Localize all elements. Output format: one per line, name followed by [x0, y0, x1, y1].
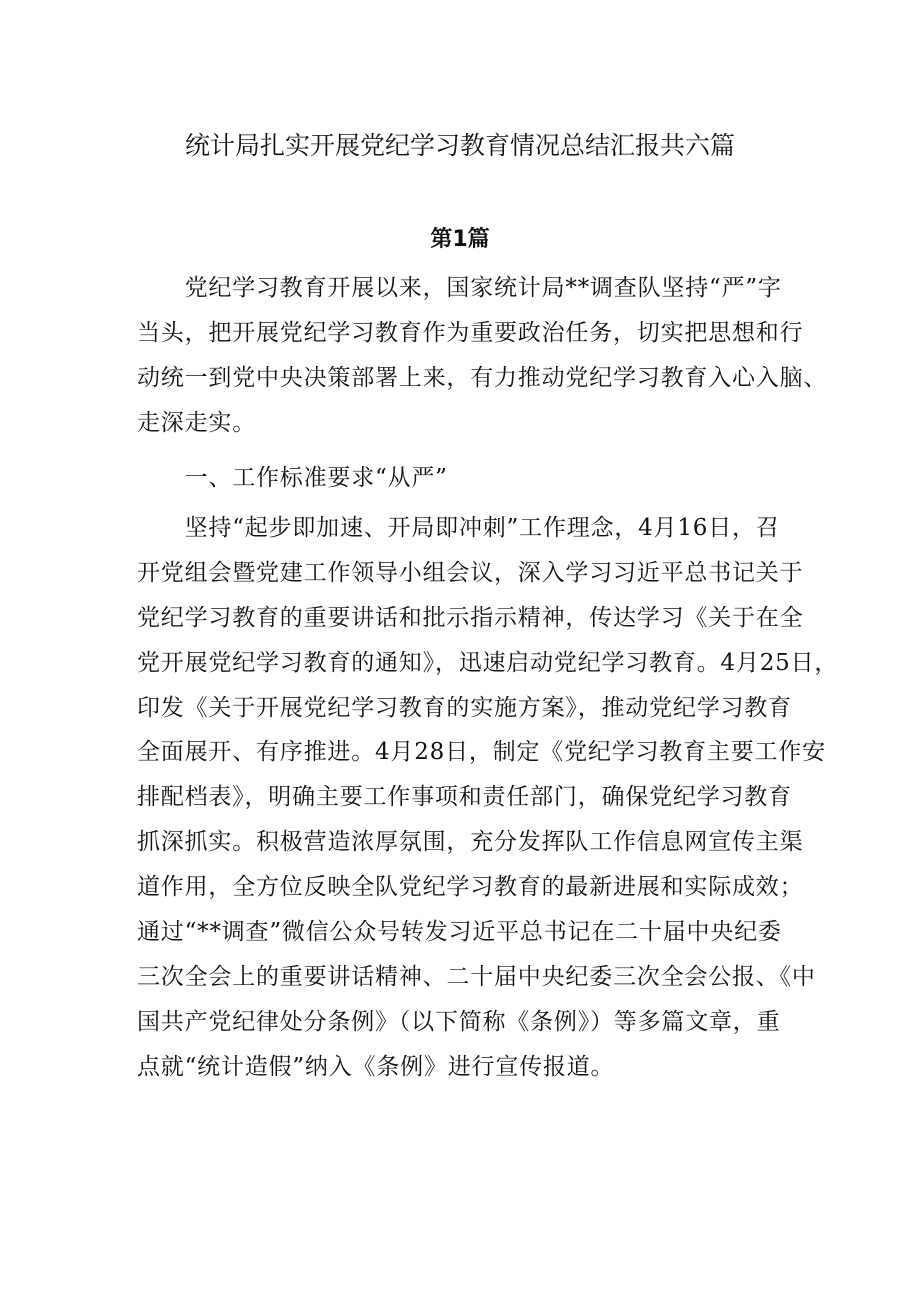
text-line: 国共产党纪律处分条例》（以下简称《条例》）等多篇文章，重 [137, 1008, 781, 1035]
text-line: 当头，把开展党纪学习教育作为重要政治任务，切实把思想和行 [137, 319, 804, 346]
text-line: 走深走实。 [137, 409, 256, 436]
text-line: 印发《关于开展党纪学习教育的实施方案》，推动党纪学习教育 [137, 694, 792, 721]
text-line: 抓深抓实。积极营造浓厚氛围，充分发挥队工作信息网宣传主渠 [137, 829, 804, 856]
document-title: 统计局扎实开展党纪学习教育情况总结汇报共六篇 [184, 131, 735, 160]
text-line: 坚持“起步即加速、开局即冲刺”工作理念，4月16日，召 [137, 515, 780, 541]
subheading-one [137, 456, 797, 501]
section-heading: 第1篇 [430, 227, 490, 252]
text-line: 排配档表》，明确主要工作事项和责任部门，确保党纪学习教育 [137, 784, 792, 811]
subheading-text: 一、工作标准要求“从严” [137, 465, 448, 491]
text-line: 三次全会上的重要讲话精神、二十届中央纪委三次全会公报、《中 [137, 963, 816, 990]
text-line: 道作用，全方位反映全队党纪学习教育的最新进展和实际成效； [137, 874, 804, 901]
text-line: 通过“**调查”微信公众号转发习近平总书记在二十届中央纪委 [137, 919, 782, 946]
text-line: 党纪学习教育的重要讲话和批示指示精神，传达学习《关于在全 [137, 604, 804, 631]
paragraph-standards [137, 506, 839, 1090]
text-line: 全面展开、有序推进。4月28日，制定《党纪学习教育主要工作安 [137, 739, 826, 766]
text-line: 动统一到党中央决策部署上来，有力推动党纪学习教育入心入脑、 [137, 364, 828, 391]
text-line: 党纪学习教育开展以来，国家统计局**调查队坚持“严”字 [137, 275, 782, 301]
text-line: 党开展党纪学习教育的通知》，迅速启动党纪学习教育。4月25日， [137, 649, 839, 676]
paragraph-intro [137, 266, 828, 446]
text-line: 点就“统计造假”纳入《条例》进行宣传报道。 [137, 1053, 615, 1080]
text-line: 开党组会暨党建工作领导小组会议，深入学习习近平总书记关于 [137, 559, 804, 586]
